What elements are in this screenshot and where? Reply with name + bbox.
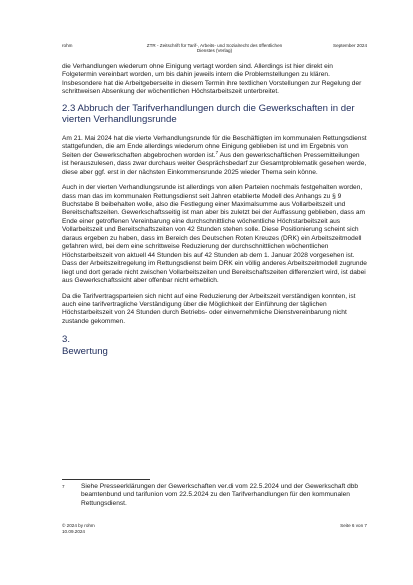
section-3-heading: [62, 334, 367, 357]
section-2-3-heading: 2.3 Abbruch der Tarifverhandlungen durch die Gewerkschaften in der vierten Verhandlungsrunde: [62, 102, 355, 126]
footer-page-number: Seite 6 von 7: [340, 523, 367, 528]
paragraph-fourth-round-text: Am 21. Mai 2024 hat die vierte Verhandlungsrunde für die Beschäftigten im kommunalen Rettungsdienst stattgefunden, die am Ende allerdings wiederum ohne Einigung geblieben ist und im Ergebnis von Seiten der Gewerkschaften abgebrochen worden ist.: [62, 134, 367, 159]
page-header: [62, 43, 367, 59]
intro-paragraph: die Verhandlungen wiederum ohne Einigung vertagt worden sind. Allerdings ist hier direkt ein Folgetermin vereinbart worden, um bis dahin jeweils intern die Problemstellungen zu klären. Insbesondere hat die Arbeitgeberseite in diesem Termin ihre textlichen Vorstellungen zur Regelung der schrittweisen Absenkung der wöchentlichen Höchstarbeitszeit unterbreitet.: [62, 63, 362, 96]
header-journal-line-2: Dienstes (Verlag): [196, 48, 233, 54]
footnote-reference[interactable]: 7: [215, 149, 219, 155]
footnote-divider: [62, 479, 150, 480]
paragraph-drk-model: Auch in der vierten Verhandlungsrunde ist allerdings von allen Parteien nochmals festgehalten worden, dass man das im kommunalen Rettungsdienst seit Jahren etablierte Modell des Anhangs zu § 9 Buchstabe B beibehalten wolle, also die Festlegung einer Maximalsumme aus Vollarbeitszeit und Bereitschaftszeiten. Gewerkschaftsseitig ist man aber bis zuletzt bei der Auffassung geblieben, dass am Ende einer getroffenen Vereinbarung eine durchschnittliche wöchentliche Höchstarbeitszeit aus Vollarbeitszeit und Bereitschaftszeiten von 42 Stunden stehen solle. Diese Positionierung scheint sich daraus ergeben zu haben, dass im Bereich des Deutschen Roten Kreuzes (DRK) ein Arbeitszeitmodell gefahren wird, bei dem eine schrittweise Reduzierung der durchschnittlichen wöchentlichen Höchstarbeitszeit von aktuell 44 Stunden bis auf 42 Stunden ab dem 1. Januar 2028 vorgesehen ist. Dass der Arbeitszeitregelung im Rettungsdienst beim DRK ein völlig anderes Arbeitszeitmodell zugrunde liegt und dort gerade nicht zwischen Vollarbeitszeiten und Bereitschaftszeiten differenziert wird, ist dabei aus Gewerkschaftssicht aber offenbar nicht erheblich.: [62, 184, 367, 285]
document-body: [62, 63, 367, 357]
header-date: September 2024: [333, 43, 367, 48]
paragraph-no-agreement: Da die Tarifvertragsparteien sich nicht auf eine Reduzierung der Arbeitszeit verständigen konnten, ist auch eine tarifvertragliche Verständigung über die Möglichkeit der Einführung der täglichen Höchstarbeitszeit von 24 Stunden durch Betriebs- oder einvernehmliche Dienstvereinbarung nicht zustande gekommen.: [62, 292, 356, 325]
footer-date: 10.09.2024: [62, 528, 85, 534]
footer-copyright: © 2024 by rohm: [62, 523, 95, 528]
section-3-title: Bewertung: [62, 345, 108, 357]
footnote-text: Siehe Presseerklärungen der Gewerkschaften ver.di vom 22.5.2024 und der Gewerkschaft dbb beamtenbund und tarifunion vom 22.5.2024 zu den Tarifverhandlungen für den kommunalen Rettungsdienst.: [81, 483, 359, 507]
footer-copyright-block: [62, 523, 95, 534]
header-publisher: rohm: [62, 43, 73, 48]
paragraph-fourth-round-text-cont: Aus den gewerkschaftlichen Pressemitteilungen ist herauszulesen, dass zwar durchaus weiter Gesprächsbedarf zur Gesamtproblematik gesehen werde, diese aber ggf. erst in der nächsten Einkommensrunde 2025 wieder Thema sein könne.: [62, 151, 367, 176]
footnote-mark: 7: [62, 484, 65, 489]
paragraph-fourth-round: [62, 135, 367, 177]
header-journal-title: [142, 43, 287, 54]
section-3-number: 3.: [62, 334, 71, 346]
header-journal-line-1: ZTR - Zeitschrift für Tarif-, Arbeits- und Sozialrecht des öffentlichen: [146, 43, 283, 48]
